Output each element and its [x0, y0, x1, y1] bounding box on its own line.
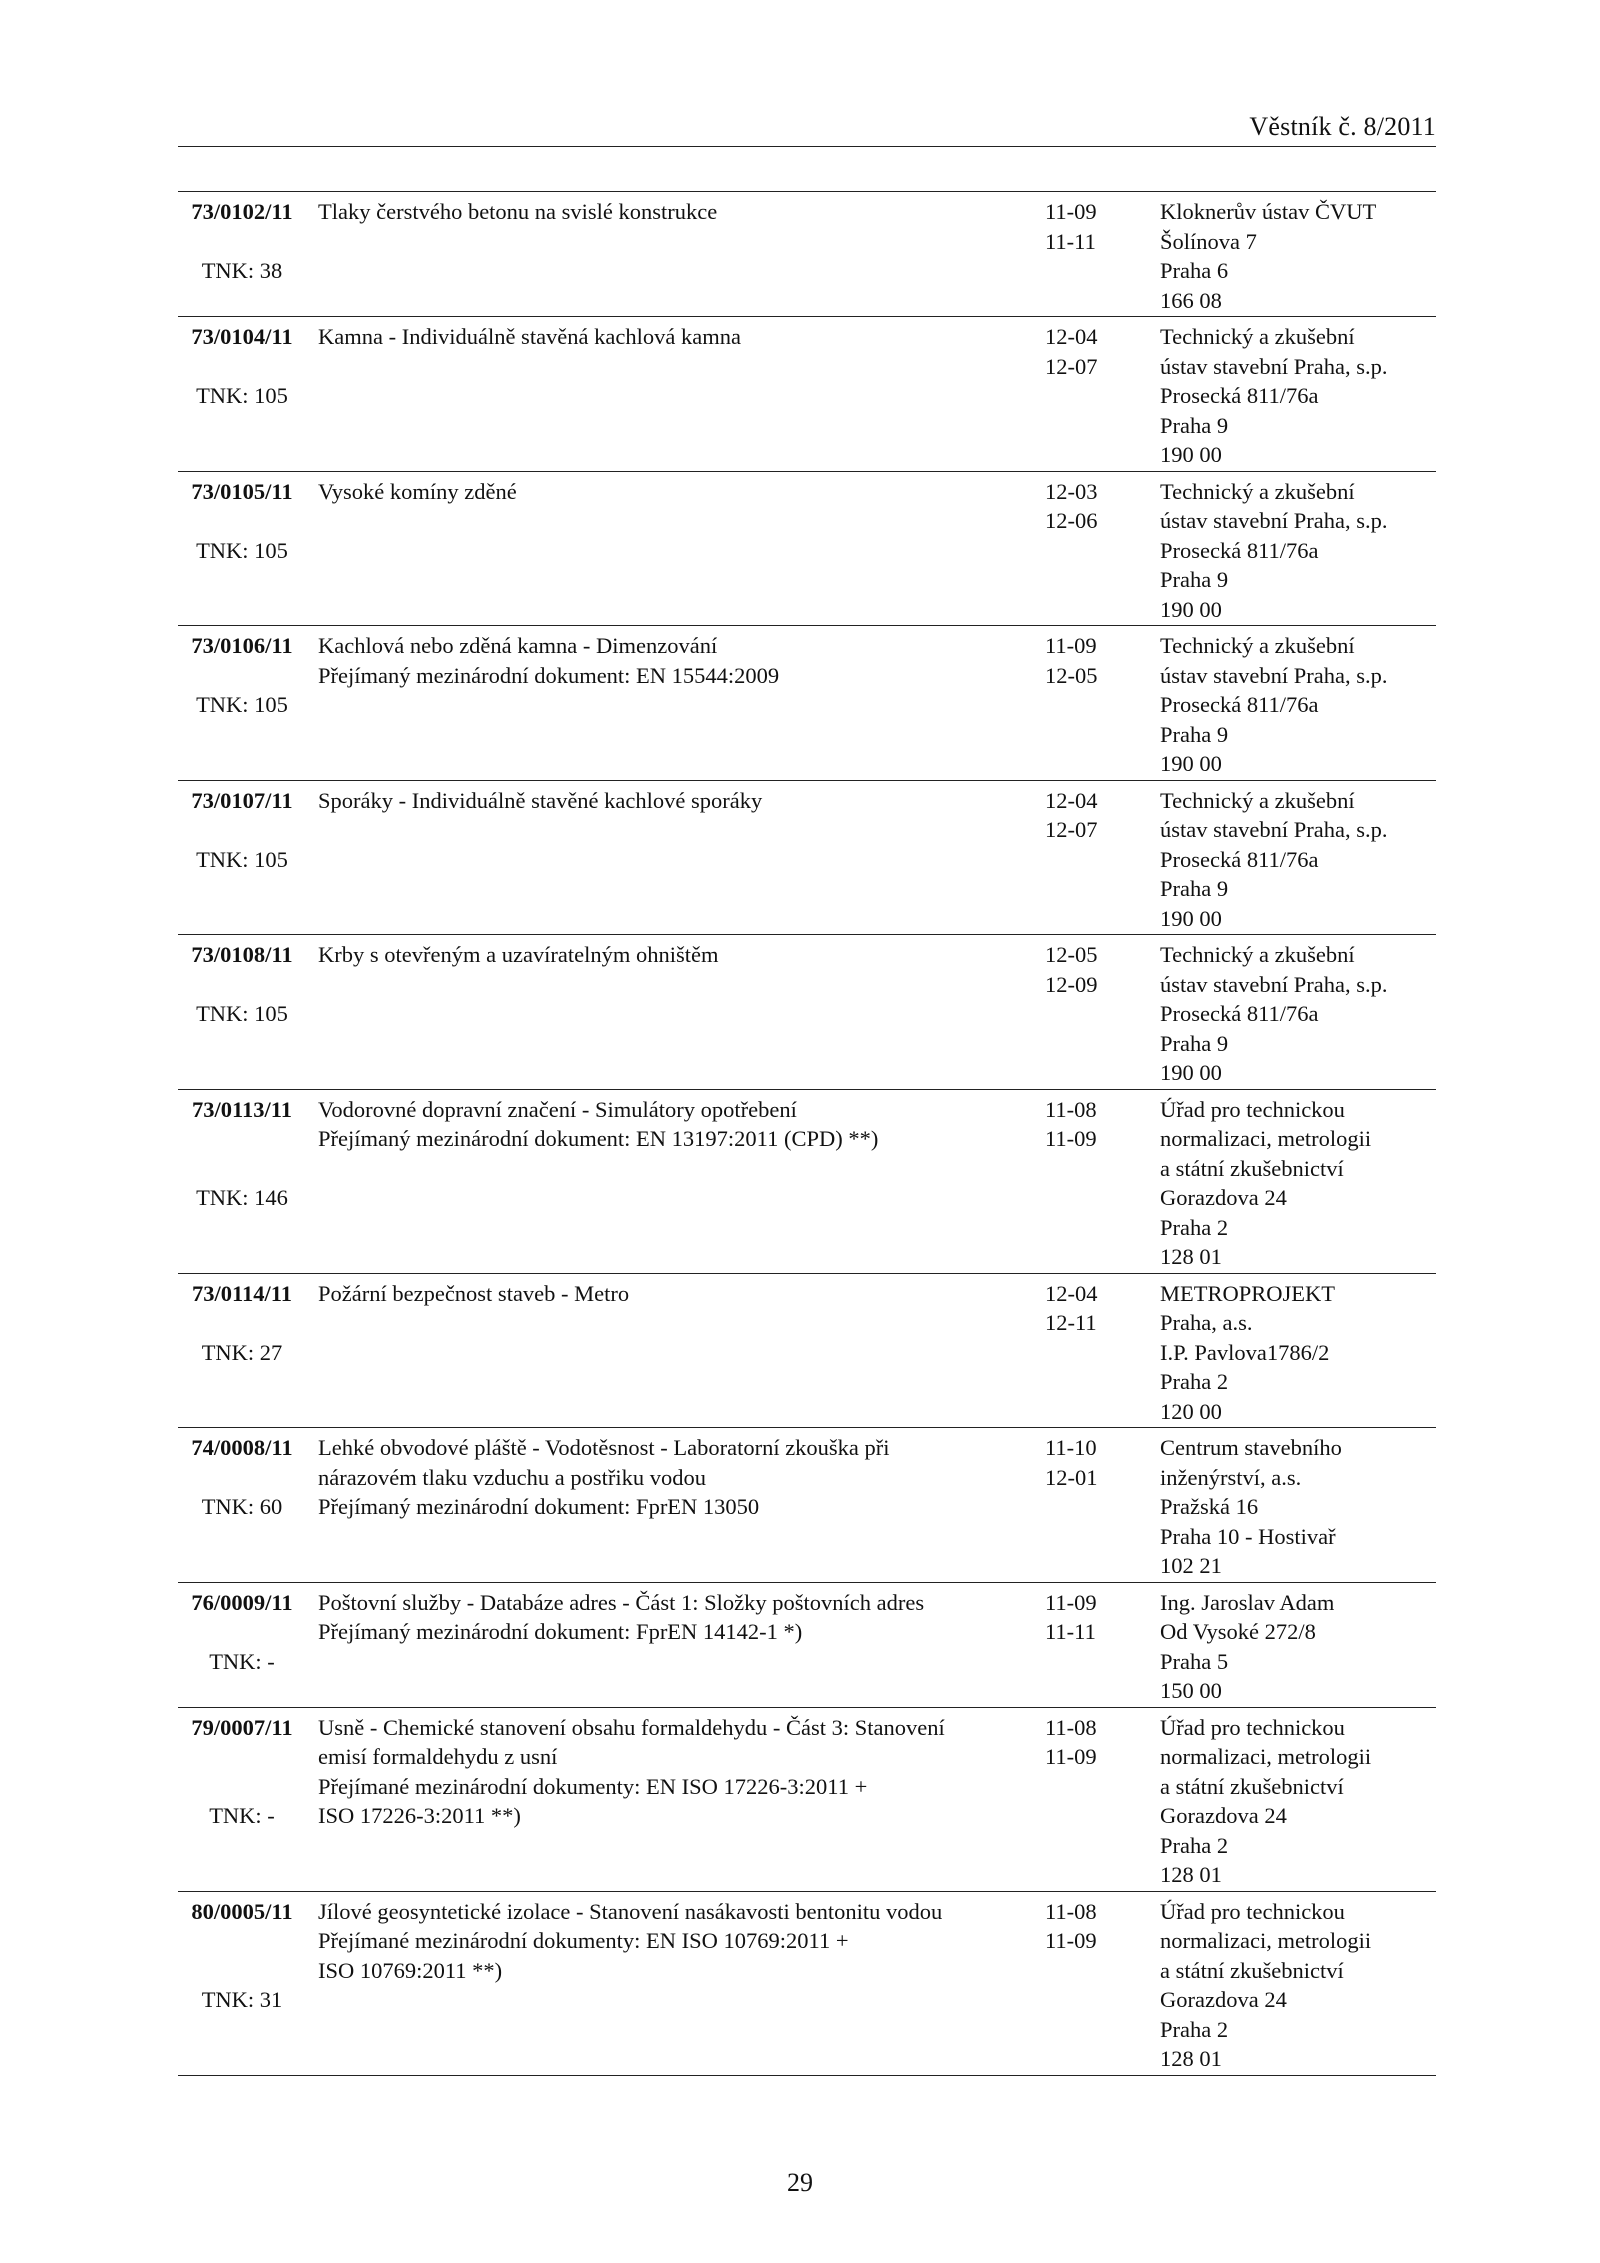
standards-table-body: [178, 192, 1436, 2076]
end-date: 11-11: [1045, 1619, 1096, 1644]
standard-title-line: Poštovní služby - Databáze adres - Část 1: Složky poštovních adres: [318, 1589, 925, 1615]
standard-id-cell: [178, 471, 306, 626]
tnk-label: TNK: 105: [196, 537, 288, 563]
table-row: [178, 192, 1436, 317]
standard-title-line: Přejímané mezinárodní dokumenty: EN ISO 17226-3:2011 +: [318, 1773, 868, 1799]
page-number: 29: [787, 2168, 813, 2197]
processor-address-cell: [1160, 626, 1436, 781]
address-line: a státní zkušebnictví: [1160, 1957, 1344, 1983]
address-line: Praha 2: [1160, 2016, 1229, 2042]
address-line: Prosecká 811/76a: [1160, 846, 1319, 872]
standard-title-line: Přejímaný mezinárodní dokument: EN 15544:2009: [318, 662, 780, 688]
address-line: Praha 9: [1160, 721, 1229, 747]
address-line: Technický a zkušební: [1160, 787, 1355, 813]
dates-cell: [1045, 626, 1160, 781]
start-date: 12-05: [1045, 942, 1098, 967]
table-row: [178, 626, 1436, 781]
standard-title-line: Požární bezpečnost staveb - Metro: [318, 1280, 630, 1306]
address-line: normalizaci, metrologii: [1160, 1126, 1372, 1151]
standard-number: 74/0008/11: [191, 1435, 293, 1460]
tnk-label: TNK: 105: [196, 846, 288, 872]
address-line: 150 00: [1160, 1678, 1222, 1703]
standard-id-cell: [178, 317, 306, 472]
address-line: Od Vysoké 272/8: [1160, 1619, 1316, 1644]
address-line: Praha 6: [1160, 258, 1229, 283]
dates-cell: [1045, 1428, 1160, 1583]
standard-title-line: Přejímaný mezinárodní dokument: FprEN 13050: [318, 1494, 760, 1519]
address-line: Úřad pro technickou: [1160, 1096, 1345, 1122]
address-line: Prosecká 811/76a: [1160, 383, 1319, 408]
address-line: inženýrství, a.s.: [1160, 1464, 1302, 1490]
dates-cell: [1045, 1582, 1160, 1707]
address-line: Praha 2: [1160, 1832, 1229, 1858]
address-line: Úřad pro technickou: [1160, 1714, 1345, 1740]
tnk-label: TNK: 38: [201, 258, 283, 283]
address-line: a státní zkušebnictví: [1160, 1155, 1344, 1181]
standard-title-cell: [306, 935, 1045, 1090]
tnk-label: TNK: 105: [196, 383, 288, 408]
standard-title-line: Přejímané mezinárodní dokumenty: EN ISO 10769:2011 +: [318, 1928, 849, 1953]
end-date: 12-05: [1045, 662, 1098, 688]
standard-title-line: Lehké obvodové pláště - Vodotěsnost - Laboratorní zkouška při: [318, 1435, 890, 1460]
standard-number: 73/0106/11: [191, 633, 293, 658]
standard-title-cell: [306, 192, 1045, 317]
end-date: 12-06: [1045, 508, 1098, 533]
standard-number: 73/0108/11: [191, 942, 293, 967]
address-line: Technický a zkušební: [1160, 942, 1355, 967]
standard-id-cell: [178, 1707, 306, 1891]
address-line: I.P. Pavlova1786/2: [1160, 1339, 1330, 1365]
end-date: 12-09: [1045, 971, 1098, 997]
processor-address-cell: [1160, 1428, 1436, 1583]
start-date: 11-09: [1045, 199, 1097, 224]
standard-title-line: Vysoké komíny zděné: [318, 478, 517, 504]
address-line: normalizaci, metrologii: [1160, 1928, 1372, 1953]
address-line: Technický a zkušební: [1160, 324, 1355, 349]
dates-cell: [1045, 1273, 1160, 1428]
page-header: [178, 108, 1436, 147]
dates-cell: [1045, 317, 1160, 472]
address-line: Úřad pro technickou: [1160, 1898, 1345, 1924]
standard-id-cell: [178, 1273, 306, 1428]
address-line: a státní zkušebnictví: [1160, 1773, 1344, 1799]
address-line: ústav stavební Praha, s.p.: [1160, 353, 1388, 379]
processor-address-cell: [1160, 471, 1436, 626]
address-line: Praha 2: [1160, 1369, 1229, 1394]
standard-title-cell: [306, 780, 1045, 935]
tnk-label: TNK: 105: [196, 1001, 288, 1026]
address-line: 190 00: [1160, 751, 1222, 776]
address-line: METROPROJEKT: [1160, 1280, 1336, 1306]
processor-address-cell: [1160, 192, 1436, 317]
bulletin-title: Věstník č. 8/2011: [1249, 112, 1436, 141]
table-row: [178, 471, 1436, 626]
address-line: ústav stavební Praha, s.p.: [1160, 817, 1388, 842]
end-date: 11-09: [1045, 1126, 1097, 1151]
address-line: 190 00: [1160, 1060, 1222, 1085]
dates-cell: [1045, 192, 1160, 317]
start-date: 11-09: [1045, 633, 1097, 658]
address-line: 128 01: [1160, 1862, 1222, 1887]
start-date: 12-04: [1045, 324, 1098, 349]
address-line: ústav stavební Praha, s.p.: [1160, 508, 1388, 533]
standard-id-cell: [178, 780, 306, 935]
address-line: ústav stavební Praha, s.p.: [1160, 662, 1388, 688]
processor-address-cell: [1160, 780, 1436, 935]
start-date: 11-10: [1045, 1435, 1097, 1460]
address-line: normalizaci, metrologii: [1160, 1744, 1372, 1769]
address-line: Praha 10 - Hostivař: [1160, 1523, 1336, 1549]
dates-cell: [1045, 1707, 1160, 1891]
address-line: Praha 5: [1160, 1648, 1229, 1674]
dates-cell: [1045, 1891, 1160, 2075]
address-line: Praha 2: [1160, 1214, 1229, 1240]
end-date: 12-11: [1045, 1310, 1097, 1335]
standard-number: 73/0105/11: [191, 478, 293, 504]
address-line: Technický a zkušební: [1160, 633, 1355, 658]
standard-title-line: emisí formaldehydu z usní: [318, 1744, 558, 1769]
processor-address-cell: [1160, 1582, 1436, 1707]
start-date: 11-08: [1045, 1096, 1097, 1122]
standard-id-cell: [178, 1428, 306, 1583]
tnk-label: TNK: 146: [196, 1185, 288, 1210]
table-row: [178, 1428, 1436, 1583]
standards-table: [178, 191, 1436, 2076]
standard-id-cell: [178, 626, 306, 781]
address-line: 190 00: [1160, 442, 1222, 467]
end-date: 11-09: [1045, 1744, 1097, 1769]
processor-address-cell: [1160, 1273, 1436, 1428]
address-line: 128 01: [1160, 1244, 1222, 1269]
standard-number: 76/0009/11: [191, 1589, 293, 1615]
end-date: 12-01: [1045, 1464, 1098, 1490]
standard-title-line: Jílové geosyntetické izolace - Stanovení nasákavosti bentonitu vodou: [318, 1898, 943, 1924]
address-line: 120 00: [1160, 1398, 1222, 1424]
table-row: [178, 1707, 1436, 1891]
address-line: Ing. Jaroslav Adam: [1160, 1589, 1335, 1615]
standard-title-line: Tlaky čerstvého betonu na svislé konstrukce: [318, 199, 718, 224]
standard-title-cell: [306, 1707, 1045, 1891]
address-line: Centrum stavebního: [1160, 1435, 1342, 1460]
tnk-label: TNK: 27: [201, 1339, 283, 1365]
standard-title-cell: [306, 317, 1045, 472]
start-date: 12-03: [1045, 478, 1098, 504]
processor-address-cell: [1160, 1891, 1436, 2075]
standard-title-line: ISO 10769:2011 **): [318, 1957, 503, 1983]
address-line: 190 00: [1160, 596, 1222, 622]
end-date: 11-09: [1045, 1928, 1097, 1953]
processor-address-cell: [1160, 1089, 1436, 1273]
address-line: Gorazdova 24: [1160, 1987, 1287, 2012]
standard-title-line: Přejímaný mezinárodní dokument: EN 13197:2011 (CPD) **): [318, 1126, 879, 1151]
address-line: Gorazdova 24: [1160, 1185, 1287, 1210]
table-row: [178, 935, 1436, 1090]
table-row: [178, 317, 1436, 472]
standard-number: 73/0104/11: [191, 324, 293, 349]
address-line: Technický a zkušební: [1160, 478, 1355, 504]
standard-id-cell: [178, 935, 306, 1090]
standard-title-cell: [306, 626, 1045, 781]
tnk-label: TNK: 31: [201, 1987, 283, 2012]
standard-title-line: Sporáky - Individuálně stavěné kachlové sporáky: [318, 787, 763, 813]
end-date: 12-07: [1045, 817, 1098, 842]
address-line: 128 01: [1160, 2046, 1222, 2071]
standard-title-line: nárazovém tlaku vzduchu a postřiku vodou: [318, 1464, 707, 1490]
standard-title-line: Krby s otevřeným a uzavíratelným ohništěm: [318, 942, 719, 967]
standard-number: 73/0114/11: [191, 1280, 293, 1306]
tnk-label: TNK: 105: [196, 692, 288, 717]
table-row: [178, 780, 1436, 935]
standard-title-line: Přejímaný mezinárodní dokument: FprEN 14142-1 *): [318, 1619, 803, 1644]
address-line: Prosecká 811/76a: [1160, 537, 1319, 563]
processor-address-cell: [1160, 317, 1436, 472]
table-row: [178, 1273, 1436, 1428]
address-line: Praha 9: [1160, 567, 1229, 592]
address-line: Praha 9: [1160, 876, 1229, 901]
tnk-label: TNK: -: [209, 1803, 275, 1828]
standard-title-line: ISO 17226-3:2011 **): [318, 1803, 521, 1828]
standard-id-cell: [178, 1891, 306, 2075]
standard-id-cell: [178, 1089, 306, 1273]
address-line: Prosecká 811/76a: [1160, 1001, 1319, 1026]
address-line: 166 08: [1160, 287, 1222, 313]
start-date: 11-08: [1045, 1898, 1097, 1924]
dates-cell: [1045, 935, 1160, 1090]
start-date: 12-04: [1045, 1280, 1098, 1306]
standard-title-line: Kamna - Individuálně stavěná kachlová kamna: [318, 324, 741, 349]
standard-title-line: Kachlová nebo zděná kamna - Dimenzování: [318, 633, 718, 658]
address-line: ústav stavební Praha, s.p.: [1160, 971, 1388, 997]
table-row: [178, 1891, 1436, 2075]
standard-number: 80/0005/11: [191, 1898, 293, 1924]
address-line: Gorazdova 24: [1160, 1803, 1287, 1828]
standard-title-cell: [306, 471, 1045, 626]
standard-number: 73/0102/11: [191, 199, 293, 224]
standard-id-cell: [178, 192, 306, 317]
standard-title-cell: [306, 1582, 1045, 1707]
table-row: [178, 1582, 1436, 1707]
standard-title-cell: [306, 1089, 1045, 1273]
address-line: Prosecká 811/76a: [1160, 692, 1319, 717]
standard-id-cell: [178, 1582, 306, 1707]
dates-cell: [1045, 471, 1160, 626]
standard-number: 73/0113/11: [191, 1096, 293, 1122]
end-date: 11-11: [1045, 228, 1096, 254]
standard-title-cell: [306, 1273, 1045, 1428]
address-line: Praha 9: [1160, 412, 1229, 438]
dates-cell: [1045, 1089, 1160, 1273]
tnk-label: TNK: 60: [201, 1494, 283, 1519]
tnk-label: TNK: -: [209, 1648, 275, 1674]
standard-title-line: Vodorovné dopravní značení - Simulátory opotřebení: [318, 1096, 797, 1122]
table-row: [178, 1089, 1436, 1273]
start-date: 12-04: [1045, 787, 1098, 813]
standard-title-cell: [306, 1428, 1045, 1583]
end-date: 12-07: [1045, 353, 1098, 379]
start-date: 11-09: [1045, 1589, 1097, 1615]
start-date: 11-08: [1045, 1714, 1097, 1740]
standard-title-line: Usně - Chemické stanovení obsahu formaldehydu - Část 3: Stanovení: [318, 1714, 945, 1740]
address-line: Pražská 16: [1160, 1494, 1259, 1519]
address-line: Praha 9: [1160, 1030, 1229, 1056]
standard-number: 73/0107/11: [191, 787, 293, 813]
standard-title-cell: [306, 1891, 1045, 2075]
address-line: Kloknerův ústav ČVUT: [1160, 199, 1377, 224]
address-line: 102 21: [1160, 1553, 1222, 1578]
address-line: 190 00: [1160, 905, 1222, 931]
processor-address-cell: [1160, 1707, 1436, 1891]
processor-address-cell: [1160, 935, 1436, 1090]
standard-number: 79/0007/11: [191, 1714, 293, 1740]
address-line: Praha, a.s.: [1160, 1310, 1253, 1335]
address-line: Šolínova 7: [1160, 228, 1257, 254]
dates-cell: [1045, 780, 1160, 935]
